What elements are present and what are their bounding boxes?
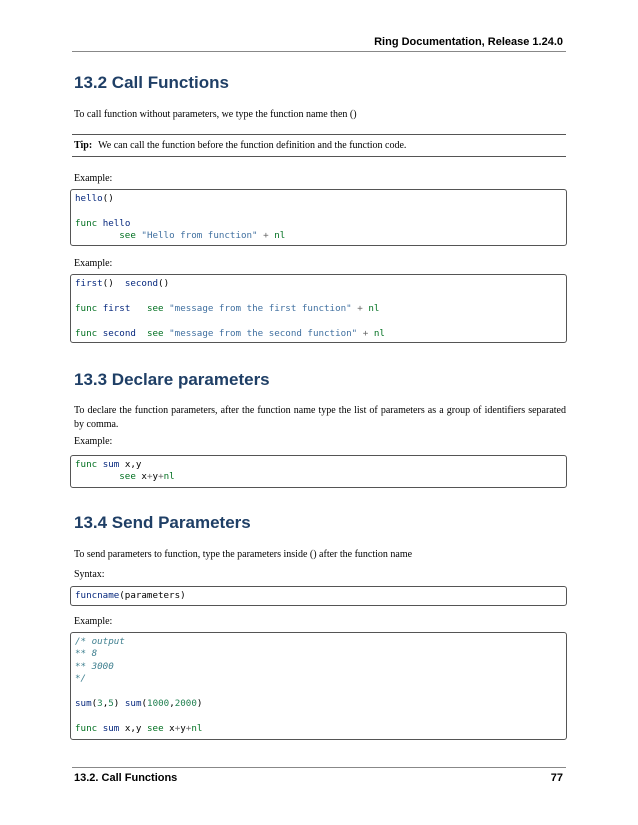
code-token: () xyxy=(158,278,170,289)
code-token: y xyxy=(180,722,186,734)
code-token: ( xyxy=(141,697,148,709)
code-token: 1000 xyxy=(147,697,170,709)
code-token: x xyxy=(169,722,175,734)
page-number: 77 xyxy=(550,772,563,784)
example-label-4: Example: xyxy=(74,616,113,627)
code-token: see xyxy=(119,471,136,483)
code-token: sum xyxy=(102,459,120,470)
code-token: funcname xyxy=(75,590,120,601)
code-line xyxy=(75,590,562,602)
code-token: hello xyxy=(102,217,131,229)
code-line xyxy=(75,278,562,290)
code-token: func xyxy=(75,217,98,229)
code-token: + xyxy=(357,302,363,314)
code-token: see xyxy=(146,327,164,339)
code-line xyxy=(75,290,562,302)
code-token: "message from the first function" xyxy=(169,302,352,314)
code-block-hello xyxy=(70,189,567,246)
code-block-sum-example xyxy=(70,632,567,740)
code-comment: */ xyxy=(75,673,87,685)
running-header: Ring Documentation, Release 1.24.0 xyxy=(374,36,563,48)
code-block-syntax xyxy=(70,586,567,606)
code-token: first xyxy=(102,302,131,314)
code-token: see xyxy=(147,722,164,734)
code-token: see xyxy=(119,230,136,242)
example-label-2: Example: xyxy=(74,258,113,269)
code-token: second xyxy=(124,278,159,289)
code-line xyxy=(75,661,562,673)
section-title-declare-parameters: 13.3 Declare parameters xyxy=(74,370,270,389)
code-token: , xyxy=(102,697,109,709)
code-token: nl xyxy=(373,327,385,339)
code-token: x,y xyxy=(124,459,142,470)
code-line xyxy=(75,471,562,483)
code-token: see xyxy=(146,302,164,314)
code-token: + xyxy=(263,230,269,242)
code-token: ( xyxy=(91,697,98,709)
code-token: second xyxy=(102,327,136,339)
footer-rule xyxy=(72,767,566,768)
paragraph-send-parameters: To send parameters to function, type the parameters inside () after the function name xyxy=(74,549,413,560)
header-rule xyxy=(72,51,566,52)
code-token: + xyxy=(362,327,369,339)
code-token: nl xyxy=(274,230,286,242)
code-token: "message from the second function" xyxy=(169,327,358,339)
code-token: nl xyxy=(368,302,380,314)
code-token: 5 xyxy=(108,697,114,709)
code-comment: /* output xyxy=(75,636,125,647)
code-token: nl xyxy=(191,722,203,734)
footer-section: 13.2. Call Functions xyxy=(74,772,178,784)
tip-top-rule xyxy=(72,134,566,135)
code-token: func xyxy=(75,302,98,314)
code-token: (parameters) xyxy=(119,590,186,601)
code-token: + xyxy=(174,722,181,734)
code-line xyxy=(75,230,562,242)
syntax-label: Syntax: xyxy=(74,569,105,580)
tip-label: Tip: xyxy=(74,140,93,151)
code-block-first-second xyxy=(70,274,567,343)
paragraph-call-intro: To call function without parameters, we type the function name then () xyxy=(74,109,357,120)
code-line xyxy=(75,218,562,230)
code-line xyxy=(75,636,562,648)
example-label-3: Example: xyxy=(74,436,113,447)
example-label-1: Example: xyxy=(74,173,113,184)
code-token: ) xyxy=(196,697,203,709)
tip-bottom-rule xyxy=(72,156,566,157)
code-line xyxy=(75,205,562,217)
code-token: "Hello from function" xyxy=(141,230,258,242)
code-token: first xyxy=(75,278,103,289)
code-comment: ** 8 xyxy=(75,648,98,660)
code-token: x xyxy=(141,471,147,483)
code-token: y xyxy=(152,471,159,483)
code-token: + xyxy=(158,471,164,483)
code-token: 3 xyxy=(97,697,103,709)
code-token: + xyxy=(146,471,153,483)
tip-text: We can call the function before the function definition and the function code. xyxy=(98,140,407,151)
code-token: () xyxy=(102,278,114,289)
code-token: hello xyxy=(75,193,103,204)
code-line xyxy=(75,710,562,722)
code-token: 2000 xyxy=(174,697,197,709)
code-line xyxy=(75,673,562,685)
code-line xyxy=(75,698,562,710)
code-token: sum xyxy=(102,722,120,734)
code-token: sum xyxy=(75,697,92,709)
code-token: , xyxy=(169,697,175,709)
code-token: x,y xyxy=(124,722,142,734)
code-line xyxy=(75,459,562,471)
code-token: func xyxy=(75,459,98,470)
paragraph-declare-parameters: To declare the function parameters, after the function name type the list of parameters as a group of identifiers separated by comma. xyxy=(74,405,566,430)
code-token: ) xyxy=(113,697,120,709)
section-title-call-functions: 13.2 Call Functions xyxy=(74,73,229,92)
code-line xyxy=(75,315,562,327)
code-token: func xyxy=(75,327,98,339)
code-line xyxy=(75,648,562,660)
code-line xyxy=(75,723,562,735)
code-token: + xyxy=(185,722,192,734)
tip-box xyxy=(74,140,406,151)
code-line xyxy=(75,303,562,315)
code-line xyxy=(75,686,562,698)
code-line xyxy=(75,328,562,340)
code-token: nl xyxy=(163,471,175,483)
code-token: () xyxy=(102,193,114,204)
code-line xyxy=(75,193,562,205)
code-token: func xyxy=(75,722,98,734)
code-comment: ** 3000 xyxy=(75,660,114,672)
code-token: sum xyxy=(124,697,142,709)
code-block-sum-declare xyxy=(70,455,567,488)
section-title-send-parameters: 13.4 Send Parameters xyxy=(74,513,251,532)
